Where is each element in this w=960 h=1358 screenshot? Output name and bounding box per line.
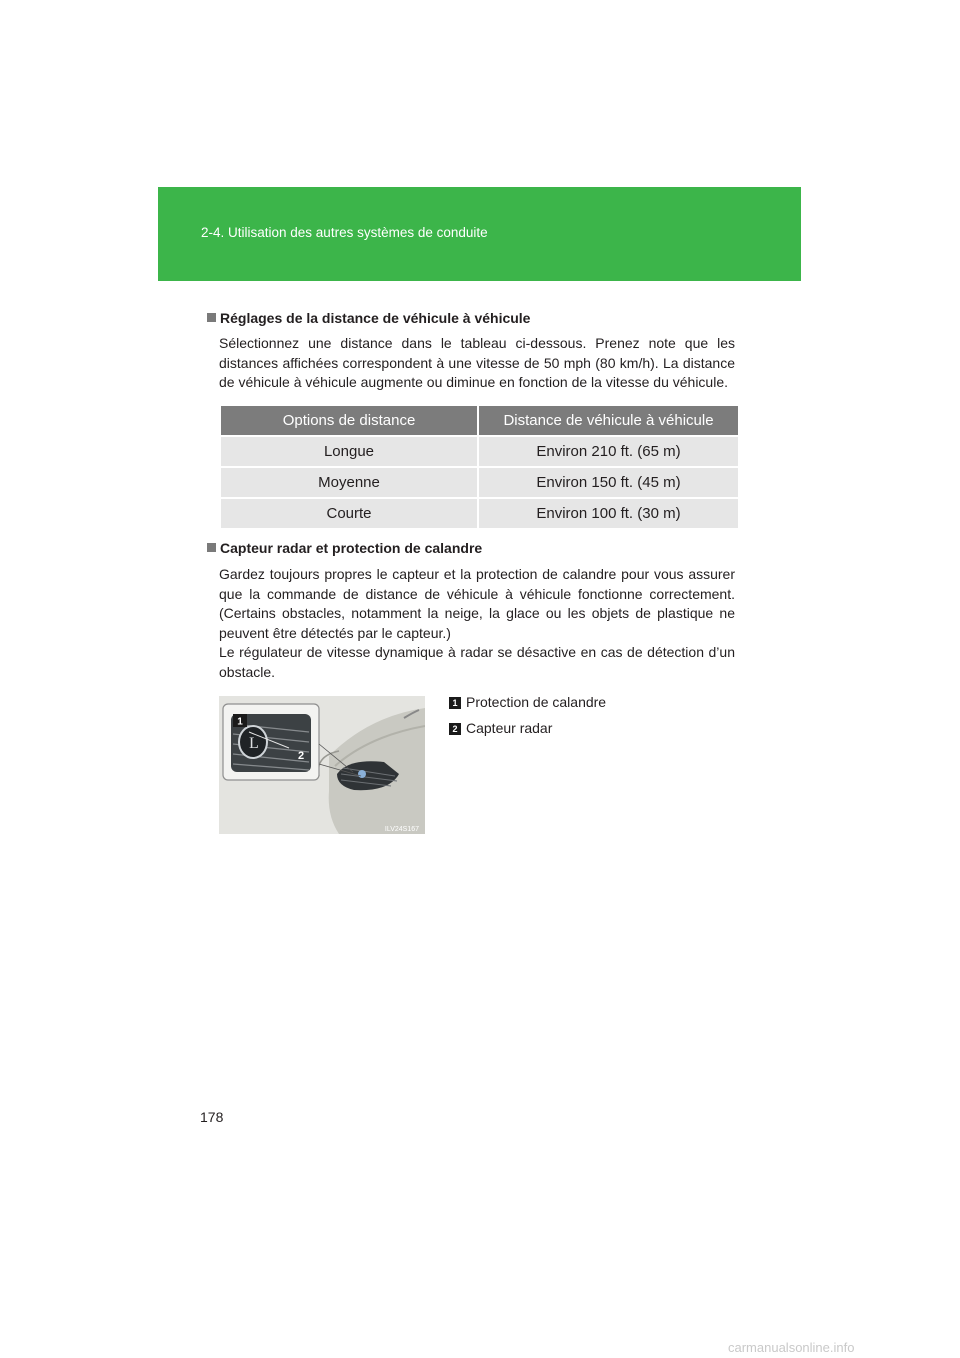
watermark: carmanualsonline.info — [728, 1340, 855, 1355]
chapter-title: 2-4. Utilisation des autres systèmes de conduite — [201, 225, 488, 240]
section-heading-distance-settings: Réglages de la distance de véhicule à véhicule — [207, 310, 530, 326]
legend-item-grille-protection — [449, 694, 606, 710]
table-header-cell: Distance de véhicule à véhicule — [478, 406, 738, 436]
square-bullet-icon — [207, 313, 216, 322]
distance-settings-paragraph: Sélectionnez une distance dans le tableau ci-dessous. Prenez note que les distances affichées correspondent à une vitesse de 50 mph (80 km/h). La distance de véhicule à véhicule augmente ou diminue en fonction de la vitesse du véhicule. — [219, 335, 735, 390]
number-1-icon: 1 — [449, 697, 461, 709]
callout-1-label: 1 — [237, 716, 243, 728]
car-front-drawing — [219, 696, 425, 834]
table-cell: Moyenne — [221, 467, 478, 498]
page-number: 178 — [200, 1109, 224, 1125]
radar-sensor-paragraph: Gardez toujours propres le capteur et la protection de calandre pour vous assurer que la commande de distance de véhicule à véhicule fonctionne correctement. (Certains obstacles, notamment la neige, la glace ou les objets de plastique ne peuvent être détectés par le capteur.) Le régulateur de vitesse dynamique à radar se désactive en cas de détection d’un obstacle. — [219, 566, 735, 680]
number-2-icon: 2 — [449, 723, 461, 735]
section-heading-radar-sensor: Capteur radar et protection de calandre — [207, 540, 482, 556]
chapter-header — [158, 187, 801, 281]
callout-2-label: 2 — [297, 750, 305, 762]
distance-options-table — [221, 406, 738, 528]
table-cell: Environ 150 ft. (45 m) — [478, 467, 738, 498]
table-cell: Environ 210 ft. (65 m) — [478, 436, 738, 467]
figure-code: ILV24S167 — [384, 826, 419, 833]
table-row — [221, 436, 738, 467]
square-bullet-icon — [207, 543, 216, 552]
table-cell: Longue — [221, 436, 478, 467]
table-header-row — [221, 406, 738, 436]
table-cell: Environ 100 ft. (30 m) — [478, 498, 738, 528]
table-cell: Courte — [221, 498, 478, 528]
table-header-cell: Options de distance — [221, 406, 478, 436]
legend-label: Protection de calandre — [466, 694, 607, 710]
car-front-illustration — [219, 696, 425, 834]
table-row — [221, 498, 738, 528]
legend-item-radar-sensor — [449, 720, 552, 736]
table-row — [221, 467, 738, 498]
legend-label: Capteur radar — [466, 720, 553, 736]
svg-text:L: L — [249, 735, 259, 752]
